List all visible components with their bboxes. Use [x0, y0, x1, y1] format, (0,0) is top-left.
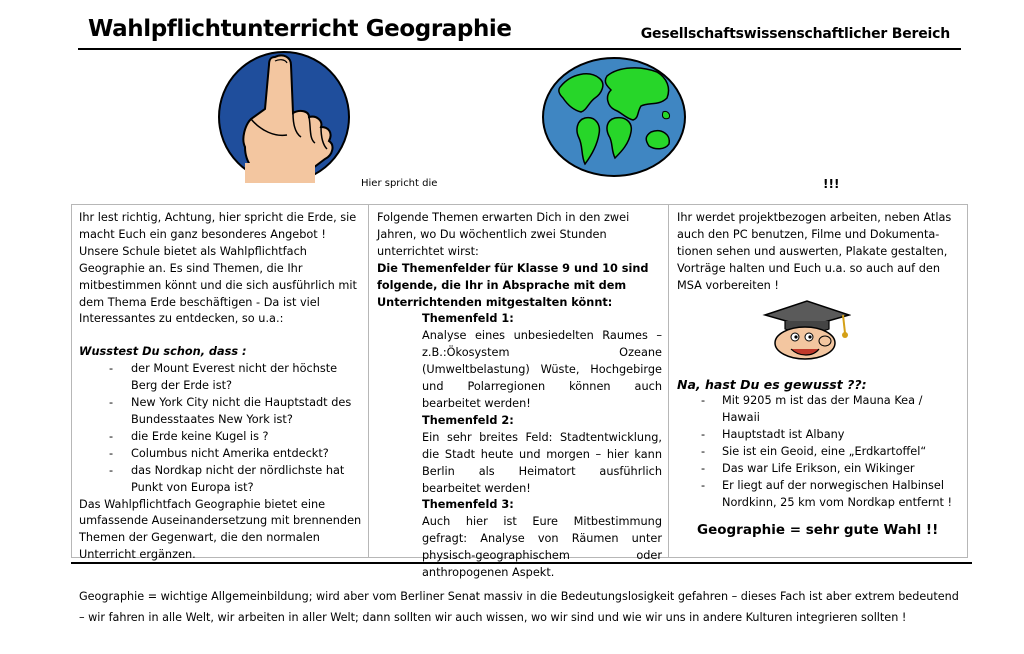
globe-icon	[541, 56, 687, 178]
did-you-know-heading: Wusstest Du schon, dass :	[79, 345, 247, 359]
footer-text: Geographie = wichtige Allgemeinbildung; wird aber vom Berliner Senat massiv in die Bedeutungslosigkeit gefahren – dieses Fach ist aber extrem bedeutend – wir fahren in alle Welt, wir arbeiten in aller Welt; dann sollten wir auch wissen, wo wir sind und wie wir uns in andere Kulturen integrieren sollten !	[79, 590, 959, 624]
exclaim-text: !!!	[823, 177, 840, 191]
list-item: - Sie ist ein Geoid, eine „Erdkartoffel“	[677, 444, 961, 461]
intro-paragraph: Ihr lest richtig, Achtung, hier spricht die Erde, sie macht Euch ein ganz besonderes Angebot ! Unsere Schule bietet als Wahlpflichtfach Geographie an. Es sind Themen, die Ihr mitbestimmen könnt und die sich ausführlich mit dem Thema Erde beschäftigen - Da ist viel Interessantes zu entdecken, so u.a.:	[79, 211, 357, 326]
topics-bold-intro: Die Themenfelder für Klasse 9 und 10 sind folgende, die Ihr in Absprache mit dem Unterrichtenden mitgestalten könnt:	[377, 261, 649, 309]
theme-text: Auch hier ist Eure Mitbestimmung gefragt: Analyse von Räumen unter physisch-geographischem oder anthropogenen Aspekt.	[422, 515, 662, 580]
page-title: Wahlpflichtunterricht Geographie	[88, 16, 512, 42]
content-table	[71, 204, 968, 580]
facts-list	[79, 361, 362, 496]
theme-block	[377, 311, 662, 582]
project-paragraph: Ihr werdet projektbezogen arbeiten, neben Atlas auch den PC benutzen, Filme und Dokumenta-tionen sehen und auswerten, Plakate gestalten, Vorträge halten und Euch u.a. so auch auf den MSA vorbereiten !	[677, 211, 952, 292]
list-item: - Mit 9205 m ist das der Mauna Kea / Hawaii	[677, 393, 961, 427]
answers-list	[677, 393, 961, 511]
list-item: - Hauptstadt ist Albany	[677, 427, 961, 444]
list-item: - das Nordkap nicht der nördlichste hat Punkt von Europa ist?	[79, 463, 362, 497]
column-intro	[72, 205, 369, 562]
column-topics	[369, 205, 669, 580]
theme-text: Ein sehr breites Feld: Stadtentwicklung, die Stadt heute und morgen – hier kann Berlin als Heimatort ausführlich bearbeitet werden!	[422, 430, 662, 495]
theme-title: Themenfeld 1:	[422, 312, 514, 326]
list-item: - Er liegt auf der norwegischen Halbinsel Nordkinn, 25 km vom Nordkap entfernt !	[677, 478, 961, 512]
list-item: - Columbus nicht Amerika entdeckt?	[79, 446, 362, 463]
footer-rule	[71, 562, 972, 564]
list-item: - der Mount Everest nicht der höchste Berg der Erde ist?	[79, 361, 362, 395]
outro-paragraph: Das Wahlpflichtfach Geographie bietet eine umfassende Auseinandersetzung mit brennenden Themen der Gegenwart, die den normalen Unterricht ergänzen.	[79, 497, 362, 562]
theme-text: Analyse eines unbesiedelten Raumes – z.B.:Ökosystem Ozeane (Umweltbelastung) Wüste, Hochgebirge und Polarregionen können auch bearbeitet werden!	[422, 329, 662, 410]
list-item: - die Erde keine Kugel is ?	[79, 429, 362, 446]
final-statement: Geographie = sehr gute Wahl !!	[697, 521, 939, 538]
answers-heading: Na, hast Du es gewusst ??:	[677, 376, 867, 392]
theme-title: Themenfeld 2:	[422, 413, 514, 427]
column-answers	[669, 205, 967, 557]
list-item: - Das war Life Erikson, ein Wikinger	[677, 461, 961, 478]
list-item: - New York City nicht die Hauptstadt des Bundesstaates New York ist?	[79, 395, 362, 429]
header-rule	[78, 48, 961, 50]
graduate-face-icon	[755, 299, 851, 361]
theme-title: Themenfeld 3:	[422, 498, 514, 512]
section-label: Gesellschaftswissenschaftlicher Bereich	[640, 26, 950, 42]
topics-intro: Folgende Themen erwarten Dich in den zwei Jahren, wo Du wöchentlich zwei Stunden unterrichtet wirst:	[377, 211, 630, 258]
speaks-caption: Hier spricht die	[361, 178, 438, 189]
pointing-hand-icon	[205, 51, 363, 183]
